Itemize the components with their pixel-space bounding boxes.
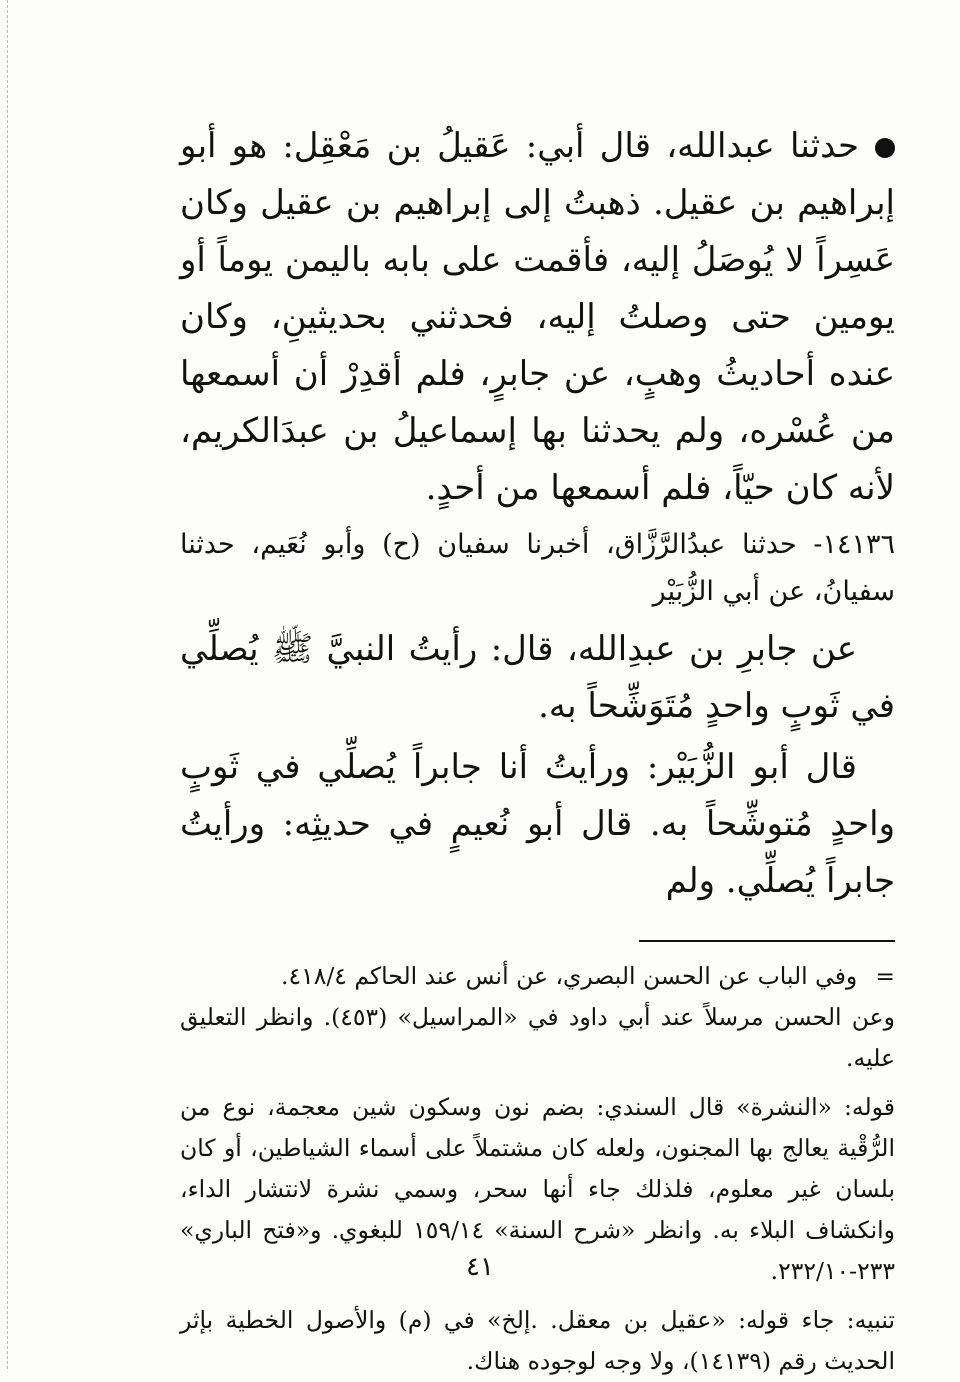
continuation-mark: = (875, 962, 895, 990)
footnote-line: تنبيه: جاء قوله: «عقيل بن معقل. .إلخ» في (م) والأصول الخطية بإثر الحديث رقم (١٤١٣٩)، ولا وجه لوجوده هناك. (180, 1306, 895, 1375)
page-number: ٤١ (466, 1252, 494, 1282)
opening-paragraph (180, 118, 895, 517)
hadith-text: عن جابرِ بن عبدِالله، قال: رأيتُ النبيَّ ﷺ يُصلِّي في ثَوبٍ واحدٍ مُتَوَشِّحاً به. (180, 629, 895, 726)
margin-rule (7, 0, 8, 1369)
footnote-divider (639, 940, 895, 942)
footnote-line: قوله: «النشرة» قال السندي: بضم نون وسكون شين معجمة، نوع من الرُّقْية يعالج بها المجنون، ولعله كان مشتملاً على أسماء الشياطين، أو كان بلسان غير معلوم، فلذلك جاء أنها سحر، وسمي نشرة لانتشار الداء، وانكشاف البلاء به. وانظر «شرح السنة» ١٥٩/١٤ للبغوي. و«فتح الباري» ٢٣٣-٢٣٢/١٠. (180, 1093, 895, 1285)
footnote-line: وعن الحسن مرسلاً عند أبي داود في «المراسيل» (٤٥٣). وانظر التعليق عليه. (180, 1003, 895, 1072)
book-page (180, 118, 895, 1382)
footnotes (180, 956, 895, 1382)
bullet-icon (875, 138, 895, 158)
hadith-chain: ١٤١٣٦- حدثنا عبدُالرَّزَّاق، أخبرنا سفيان (ح) وأبو نُعَيم، حدثنا سفيانُ، عن أبي الزُّبَيْر (180, 529, 895, 607)
footnote-line-text: وفي الباب عن الحسن البصري، عن أنس عند الحاكم ٤١٨/٤. (280, 962, 858, 990)
main-text (180, 118, 895, 910)
narrator-comment: قال أبو الزُّبَيْر: ورأيتُ أنا جابراً يُصلِّي في ثَوبٍ واحدٍ مُتوشِّحاً به. قال أبو نُعيمٍ في حديثِه: ورأيتُ جابراً يُصلِّي. ولم (180, 747, 895, 901)
opening-paragraph-text: حدثنا عبدالله، قال أبي: عَقيلُ بن مَعْقِل: هو أبو إبراهيم بن عقيل. ذهبتُ إلى إبراهيم بن عقيل وكان عَسِراً لا يُوصَلُ إليه، فأقمت على بابه باليمن يوماً أو يومين حتى وصلتُ إليه، فحدثني بحديثينِ، وكان عنده أحاديثُ وهبٍ، عن جابرٍ، فلم أقدِرْ أن أسمعها من عُسْره، ولم يحدثنا بها إسماعيلُ بن عبدَالكريم، لأنه كان حيّاً، فلم أسمعها من أحدٍ. (180, 126, 895, 508)
footnote-line (180, 956, 895, 997)
